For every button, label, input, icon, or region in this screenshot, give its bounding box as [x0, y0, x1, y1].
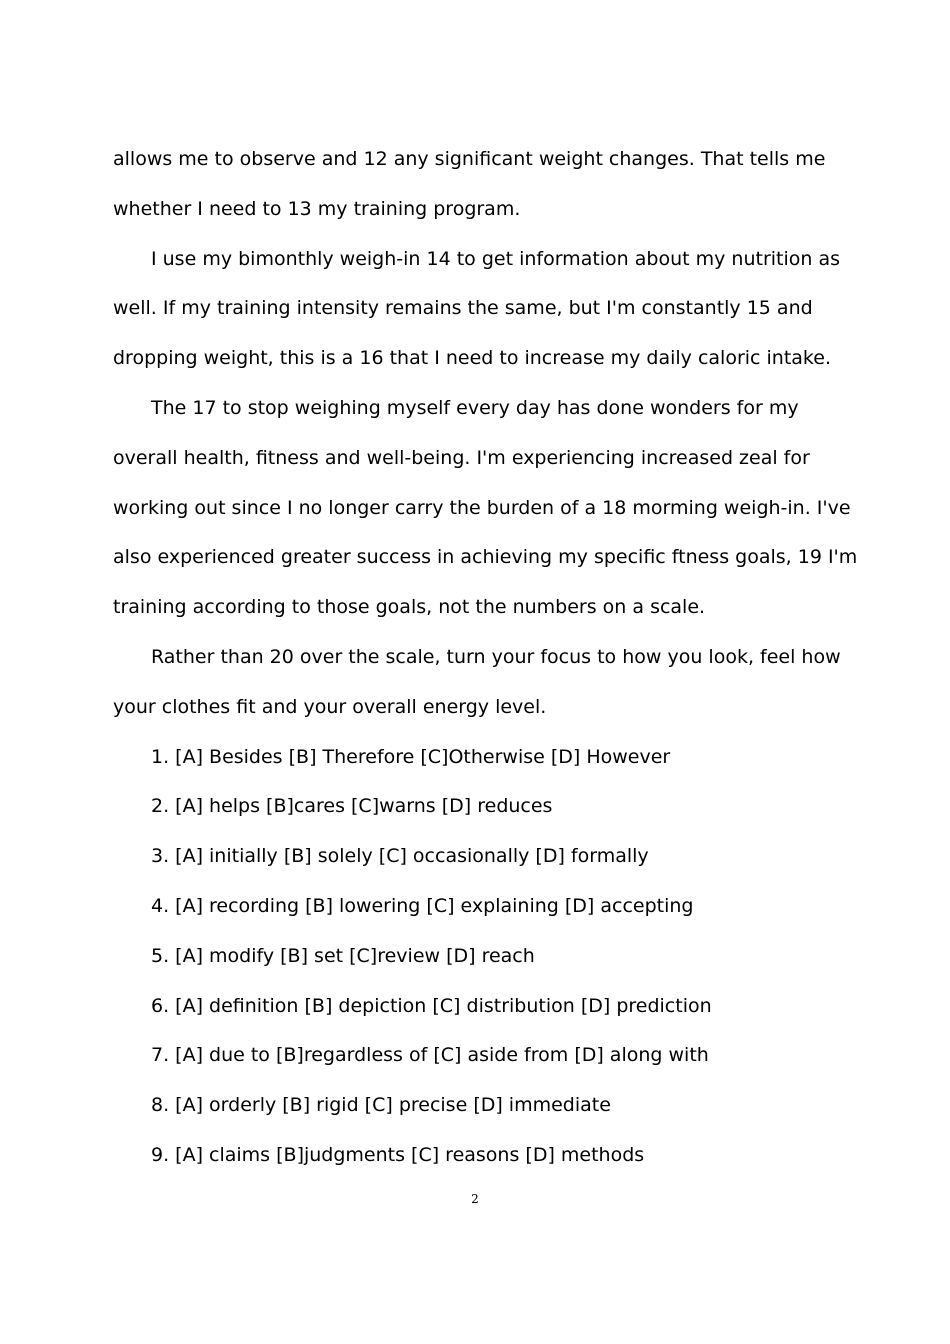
- page-number: 2: [471, 1192, 479, 1206]
- paragraph-start-line: I use my bimonthly weigh-in 14 to get information about my nutrition as: [151, 247, 841, 270]
- question-option-line: 7. [A] due to [B]regardless of [C] aside from [D] along with: [151, 1044, 709, 1067]
- question-option-line: 8. [A] orderly [B] rigid [C] precise [D] immediate: [151, 1094, 611, 1117]
- question-option-line: 9. [A] claims [B]judgments [C] reasons [D] methods: [151, 1143, 645, 1166]
- question-option-line: 2. [A] helps [B]cares [C]warns [D] reduces: [151, 795, 553, 818]
- question-option-line: 3. [A] initially [B] solely [C] occasionally [D] formally: [151, 845, 649, 868]
- paragraph-start-line: Rather than 20 over the scale, turn your focus to how you look, feel how: [151, 645, 841, 668]
- paragraph-start-line: The 17 to stop weighing myself every day has done wonders for my: [151, 396, 799, 419]
- passage-line: whether I need to 13 my training program.: [113, 197, 521, 220]
- passage-line: dropping weight, this is a 16 that I need to increase my daily caloric intake.: [113, 347, 831, 370]
- question-option-line: 1. [A] Besides [B] Therefore [C]Otherwise [D] However: [151, 745, 671, 768]
- passage-line: training according to those goals, not the numbers on a scale.: [113, 596, 706, 619]
- question-option-line: 6. [A] definition [B] depiction [C] distribution [D] prediction: [151, 994, 712, 1017]
- question-option-line: 5. [A] modify [B] set [C]review [D] reach: [151, 944, 535, 967]
- passage-line: working out since I no longer carry the burden of a 18 morming weigh-in. I've: [113, 496, 851, 519]
- passage-line: overall health, fitness and well-being. I'm experiencing increased zeal for: [113, 446, 810, 469]
- document-body: [113, 135, 858, 1181]
- passage-line: allows me to observe and 12 any significant weight changes. That tells me: [113, 148, 826, 170]
- passage-line: your clothes fit and your overall energy level.: [113, 695, 547, 718]
- passage-line: also experienced greater success in achieving my specific ftness goals, 19 I'm: [113, 546, 858, 569]
- passage-line: well. If my training intensity remains the same, but I'm constantly 15 and: [113, 297, 813, 320]
- question-option-line: 4. [A] recording [B] lowering [C] explaining [D] accepting: [151, 894, 694, 917]
